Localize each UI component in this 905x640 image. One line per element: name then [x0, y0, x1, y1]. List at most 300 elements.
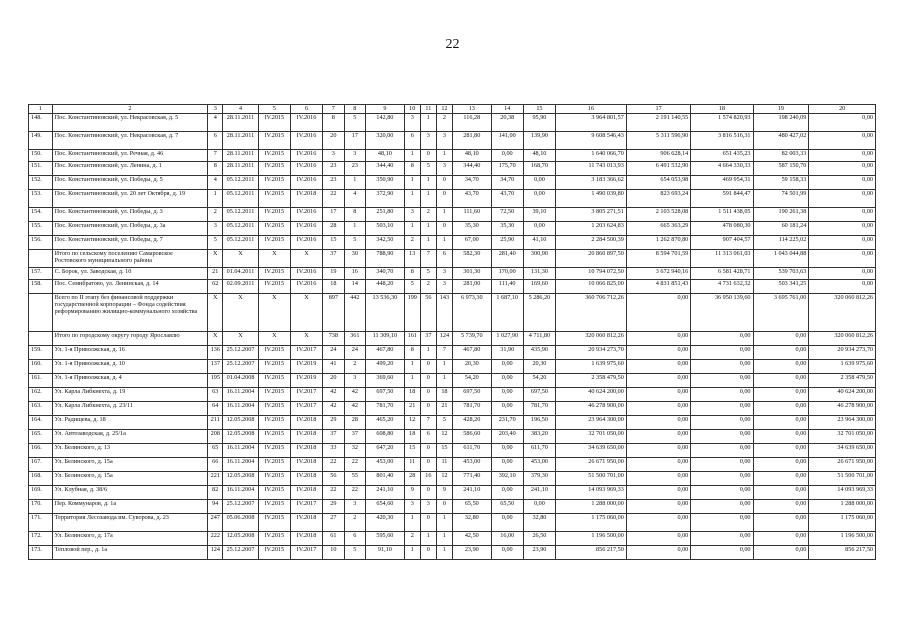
- address-cell: С. Борок, ул. Заводская, д. 10: [52, 268, 208, 280]
- table-cell: 3: [208, 222, 223, 236]
- table-cell: 0,00: [809, 208, 876, 222]
- table-cell: 152.: [29, 176, 53, 190]
- table-cell: 15: [323, 236, 344, 250]
- table-cell: 159.: [29, 346, 53, 360]
- table-cell: 40 624 200,00: [809, 388, 876, 402]
- table-cell: 0,00: [753, 360, 809, 374]
- table-cell: 0: [420, 360, 436, 374]
- table-cell: 42: [344, 402, 365, 416]
- table-cell: 149.: [29, 132, 53, 150]
- table-cell: 0,00: [753, 346, 809, 360]
- table-cell: IV.2015: [258, 514, 290, 532]
- table-cell: 12.05.2008: [223, 472, 258, 486]
- table-cell: 1 511 438,05: [691, 208, 753, 222]
- table-row: [29, 546, 876, 560]
- table-cell: 0,00: [691, 500, 753, 514]
- table-cell: 199: [404, 294, 420, 332]
- table-cell: 111,40: [491, 280, 523, 294]
- table-cell: 5: [344, 236, 365, 250]
- table-cell: 27: [323, 514, 344, 532]
- table-cell: 32,80: [452, 514, 491, 532]
- table-cell: 340,70: [366, 268, 405, 280]
- table-cell: 320 060 812,26: [556, 332, 627, 346]
- table-cell: X: [290, 250, 322, 268]
- table-cell: 12: [436, 430, 452, 444]
- table-cell: 0,00: [626, 360, 690, 374]
- table-cell: 37: [323, 250, 344, 268]
- table-cell: 169.: [29, 486, 53, 500]
- table-cell: 161: [404, 332, 420, 346]
- table-cell: 28: [323, 222, 344, 236]
- table-cell: 15: [436, 444, 452, 458]
- table-cell: 143: [436, 294, 452, 332]
- table-cell: X: [208, 250, 223, 268]
- table-cell: 172.: [29, 532, 53, 546]
- table-cell: 1: [208, 190, 223, 208]
- table-cell: 453,00: [366, 458, 405, 472]
- table-cell: IV.2017: [290, 500, 322, 514]
- table-cell: [29, 294, 53, 332]
- table-cell: IV.2015: [258, 268, 290, 280]
- table-row: [29, 222, 876, 236]
- table-cell: 1 640 066,70: [556, 150, 627, 162]
- table-cell: 1: [404, 222, 420, 236]
- table-cell: 697,50: [366, 388, 405, 402]
- table-row: [29, 114, 876, 132]
- table-cell: 34,70: [452, 176, 491, 190]
- table-cell: 0: [420, 514, 436, 532]
- table-cell: 9 608 546,43: [556, 132, 627, 150]
- table-cell: IV.2016: [290, 132, 322, 150]
- table-cell: 300,90: [523, 250, 555, 268]
- table-row: [29, 268, 876, 280]
- table-cell: 48,10: [452, 150, 491, 162]
- table-cell: 16,00: [491, 532, 523, 546]
- column-number-cell: 4: [223, 105, 258, 114]
- address-cell: Итого по сельскому поселению Самаровское Ростовского муниципального района: [52, 250, 208, 268]
- table-cell: 35,30: [452, 222, 491, 236]
- table-cell: [29, 250, 53, 268]
- table-cell: 56: [323, 472, 344, 486]
- table-cell: 320,00: [366, 132, 405, 150]
- address-cell: Ул. Белинского, д. 15а: [52, 458, 208, 472]
- table-cell: 478 080,30: [691, 222, 753, 236]
- column-number-cell: 17: [626, 105, 690, 114]
- table-cell: 0,00: [523, 222, 555, 236]
- table-cell: 18: [436, 388, 452, 402]
- table-row: [29, 132, 876, 150]
- table-cell: 320 060 812,26: [809, 294, 876, 332]
- table-cell: IV.2017: [290, 402, 322, 416]
- table-row: [29, 250, 876, 268]
- table-cell: 0,00: [491, 486, 523, 500]
- table-cell: 467,80: [366, 346, 405, 360]
- table-cell: 05.12.2011: [223, 222, 258, 236]
- table-cell: 344,40: [366, 162, 405, 176]
- table-cell: [29, 332, 53, 346]
- table-cell: 1: [404, 374, 420, 388]
- table-cell: 42: [344, 388, 365, 402]
- address-cell: Ул. 1-я Приволжская, д. 4: [52, 374, 208, 388]
- table-cell: IV.2015: [258, 190, 290, 208]
- table-cell: 0,00: [753, 546, 809, 560]
- table-cell: 1: [404, 360, 420, 374]
- table-cell: 0,00: [626, 514, 690, 532]
- table-cell: 208: [208, 430, 223, 444]
- table-cell: 11 743 013,93: [556, 162, 627, 176]
- table-cell: 155.: [29, 222, 53, 236]
- table-cell: 0,00: [809, 150, 876, 162]
- table-cell: 1: [420, 222, 436, 236]
- table-cell: 63: [208, 388, 223, 402]
- table-cell: 28.11.2011: [223, 114, 258, 132]
- table-cell: IV.2016: [290, 162, 322, 176]
- table-cell: 5: [404, 280, 420, 294]
- table-cell: 31,90: [491, 346, 523, 360]
- table-cell: 595,60: [366, 532, 405, 546]
- table-cell: 46 278 900,00: [809, 402, 876, 416]
- table-cell: 3 695 761,00: [753, 294, 809, 332]
- table-cell: 320 060 812,26: [809, 332, 876, 346]
- table-cell: 13: [404, 250, 420, 268]
- table-cell: 281,00: [452, 280, 491, 294]
- table-cell: 10: [323, 546, 344, 560]
- table-cell: 82 003,33: [753, 150, 809, 162]
- table-cell: 3: [344, 500, 365, 514]
- table-cell: 0,00: [626, 546, 690, 560]
- table-cell: 856 217,50: [556, 546, 627, 560]
- table-cell: 43,70: [452, 190, 491, 208]
- table-cell: 0,00: [691, 388, 753, 402]
- table-cell: 6 973,30: [452, 294, 491, 332]
- table-cell: 0,00: [753, 444, 809, 458]
- table-cell: 738: [323, 332, 344, 346]
- table-cell: X: [223, 250, 258, 268]
- table-cell: 2 191 140,55: [626, 114, 690, 132]
- table-cell: 383,20: [523, 430, 555, 444]
- table-cell: 34,70: [491, 176, 523, 190]
- table-cell: 1: [436, 546, 452, 560]
- table-cell: 131,30: [523, 268, 555, 280]
- table-cell: 0,00: [753, 402, 809, 416]
- table-cell: 3: [420, 500, 436, 514]
- column-number-cell: 6: [290, 105, 322, 114]
- table-cell: 0,00: [626, 486, 690, 500]
- table-cell: 25.12.2007: [223, 546, 258, 560]
- table-cell: 1: [436, 236, 452, 250]
- table-cell: 56: [420, 294, 436, 332]
- table-cell: 156.: [29, 236, 53, 250]
- table-cell: 151.: [29, 162, 53, 176]
- table-cell: 480 427,02: [753, 132, 809, 150]
- column-number-cell: 16: [556, 105, 627, 114]
- table-cell: 141,00: [491, 132, 523, 150]
- table-cell: 175,70: [491, 162, 523, 176]
- table-cell: 801,40: [366, 472, 405, 486]
- table-cell: 26 671 950,00: [809, 458, 876, 472]
- table-cell: 14 093 969,33: [556, 486, 627, 500]
- table-cell: 906 628,14: [626, 150, 690, 162]
- table-cell: IV.2019: [290, 360, 322, 374]
- table-cell: 43,70: [491, 190, 523, 208]
- table-cell: 55: [344, 472, 365, 486]
- table-cell: 1: [436, 150, 452, 162]
- table-cell: 203,40: [491, 430, 523, 444]
- table-cell: 40 624 200,00: [556, 388, 627, 402]
- table-cell: X: [258, 294, 290, 332]
- table-cell: 12.05.2008: [223, 532, 258, 546]
- table-cell: IV.2018: [290, 514, 322, 532]
- table-cell: 37: [420, 332, 436, 346]
- table-cell: 1 639 975,60: [556, 360, 627, 374]
- table-cell: 0,00: [809, 268, 876, 280]
- table-cell: 781,70: [452, 402, 491, 416]
- table-cell: IV.2018: [290, 486, 322, 500]
- table-cell: 167.: [29, 458, 53, 472]
- table-cell: 15: [404, 444, 420, 458]
- table-cell: 05.12.2011: [223, 190, 258, 208]
- table-cell: 221: [208, 472, 223, 486]
- table-cell: 0,00: [626, 402, 690, 416]
- table-cell: 12.05.2008: [223, 430, 258, 444]
- table-cell: 4: [208, 176, 223, 190]
- table-cell: 13 536,30: [366, 294, 405, 332]
- table-cell: 28.11.2011: [223, 162, 258, 176]
- table-cell: 1: [404, 546, 420, 560]
- table-cell: 02.09.2011: [223, 280, 258, 294]
- table-cell: 60 181,24: [753, 222, 809, 236]
- table-cell: 281,40: [491, 250, 523, 268]
- address-cell: Ул. Карла Либкнехта, д. 19: [52, 388, 208, 402]
- table-cell: 0,00: [626, 472, 690, 486]
- address-cell: Пос. Константиновский, ул. Победы, д. 5: [52, 176, 208, 190]
- address-cell: Всего по II этапу без финансовой поддержки государственной корпорации – Фонда содействия реформированию жилищно-коммунального хозяйства: [52, 294, 208, 332]
- table-cell: IV.2016: [290, 208, 322, 222]
- table-cell: IV.2015: [258, 114, 290, 132]
- table-cell: 65,50: [491, 500, 523, 514]
- table-cell: X: [258, 250, 290, 268]
- table-cell: 23: [323, 176, 344, 190]
- table-cell: 26 671 950,00: [556, 458, 627, 472]
- table-cell: 12: [404, 416, 420, 430]
- table-cell: 1: [420, 236, 436, 250]
- table-cell: 12: [436, 472, 452, 486]
- table-cell: 1: [404, 150, 420, 162]
- table-cell: 0,00: [691, 360, 753, 374]
- table-cell: 2: [420, 280, 436, 294]
- table-cell: IV.2016: [290, 114, 322, 132]
- address-cell: Ул. Радищева, д. 18: [52, 416, 208, 430]
- table-cell: 1: [420, 114, 436, 132]
- table-cell: 3: [436, 268, 452, 280]
- table-cell: 211: [208, 416, 223, 430]
- table-cell: 9: [404, 486, 420, 500]
- table-cell: IV.2015: [258, 444, 290, 458]
- table-cell: 0: [420, 444, 436, 458]
- column-number-cell: 5: [258, 105, 290, 114]
- table-cell: 2 358 479,50: [809, 374, 876, 388]
- table-cell: 0,00: [809, 114, 876, 132]
- table-cell: 1 288 000,00: [809, 500, 876, 514]
- table-cell: 3: [436, 162, 452, 176]
- table-cell: 10 066 825,00: [556, 280, 627, 294]
- table-cell: 1: [344, 176, 365, 190]
- table-cell: 32 701 050,00: [809, 430, 876, 444]
- table-cell: 170.: [29, 500, 53, 514]
- table-cell: 67,00: [452, 236, 491, 250]
- table-cell: 25.12.2007: [223, 360, 258, 374]
- table-cell: 0,00: [753, 458, 809, 472]
- table-cell: 34 639 650,00: [556, 444, 627, 458]
- table-cell: 11: [436, 458, 452, 472]
- table-cell: 20: [323, 132, 344, 150]
- table-cell: 0,00: [523, 176, 555, 190]
- table-cell: 1: [436, 514, 452, 532]
- table-cell: IV.2015: [258, 416, 290, 430]
- table-cell: IV.2018: [290, 444, 322, 458]
- table-cell: 6 581 428,71: [691, 268, 753, 280]
- table-cell: 503,10: [366, 222, 405, 236]
- table-cell: X: [290, 294, 322, 332]
- table-cell: 611,70: [452, 444, 491, 458]
- table-cell: 23 964 300,00: [556, 416, 627, 430]
- table-cell: IV.2015: [258, 132, 290, 150]
- table-cell: 6: [436, 250, 452, 268]
- table-cell: 3: [420, 132, 436, 150]
- table-cell: 222: [208, 532, 223, 546]
- table-cell: 65,50: [452, 500, 491, 514]
- table-cell: 148.: [29, 114, 53, 132]
- table-cell: 4 711,80: [523, 332, 555, 346]
- column-number-cell: 8: [344, 105, 365, 114]
- address-cell: Пос. Константиновский, ул. Некрасовская, д. 7: [52, 132, 208, 150]
- table-cell: 1 490 039,80: [556, 190, 627, 208]
- table-row: [29, 176, 876, 190]
- table-cell: 48,10: [523, 150, 555, 162]
- table-row: [29, 332, 876, 346]
- table-cell: 20 860 897,50: [556, 250, 627, 268]
- column-number-cell: 18: [691, 105, 753, 114]
- table-cell: 32: [344, 444, 365, 458]
- address-cell: Ул. Белинского, д. 17а: [52, 532, 208, 546]
- table-cell: 420,30: [366, 514, 405, 532]
- table-cell: 0,00: [691, 402, 753, 416]
- table-cell: 448,20: [366, 280, 405, 294]
- table-cell: 20,38: [491, 114, 523, 132]
- table-cell: 7: [420, 416, 436, 430]
- table-cell: 1: [436, 532, 452, 546]
- table-cell: X: [208, 332, 223, 346]
- table-cell: 8 594 701,59: [626, 250, 690, 268]
- address-cell: Пос. Константиновский, ул. Победы, д. 7: [52, 236, 208, 250]
- table-cell: 0,00: [809, 132, 876, 150]
- table-cell: 241,10: [523, 486, 555, 500]
- table-cell: 20,30: [452, 360, 491, 374]
- table-cell: 3 964 801,57: [556, 114, 627, 132]
- table-cell: 654,60: [366, 500, 405, 514]
- table-cell: 195: [208, 374, 223, 388]
- table-cell: 823 693,24: [626, 190, 690, 208]
- table-cell: 0,00: [523, 190, 555, 208]
- table-cell: 20: [323, 374, 344, 388]
- table-cell: 23,90: [523, 546, 555, 560]
- table-cell: 503 341,25: [753, 280, 809, 294]
- table-row: [29, 374, 876, 388]
- table-cell: 241,10: [452, 486, 491, 500]
- table-cell: 1 175 060,00: [556, 514, 627, 532]
- address-cell: Территория Лесозавода им. Суворова, д. 23: [52, 514, 208, 532]
- table-cell: 0,00: [691, 416, 753, 430]
- table-row: [29, 444, 876, 458]
- address-cell: Ул. Автозаводская, д. 25/1а: [52, 430, 208, 444]
- table-cell: 0,00: [491, 150, 523, 162]
- table-cell: 42: [323, 402, 344, 416]
- table-cell: X: [223, 294, 258, 332]
- table-cell: 5: [420, 162, 436, 176]
- table-cell: 82: [208, 486, 223, 500]
- table-row: [29, 500, 876, 514]
- table-cell: 539 703,63: [753, 268, 809, 280]
- table-cell: 0,00: [809, 250, 876, 268]
- table-cell: 05.12.2011: [223, 208, 258, 222]
- table-cell: 3: [436, 280, 452, 294]
- table-cell: 0,00: [691, 430, 753, 444]
- table-cell: 0,00: [753, 532, 809, 546]
- table-cell: 0,00: [626, 332, 690, 346]
- table-cell: 231,70: [491, 416, 523, 430]
- table-header-row: [29, 105, 876, 114]
- table-cell: 4 731 632,32: [691, 280, 753, 294]
- table-cell: 697,50: [523, 388, 555, 402]
- table-cell: 2 284 500,39: [556, 236, 627, 250]
- table-cell: 23: [344, 162, 365, 176]
- table-cell: IV.2018: [290, 532, 322, 546]
- table-cell: 0,00: [753, 416, 809, 430]
- table-cell: 165.: [29, 430, 53, 444]
- table-cell: 166.: [29, 444, 53, 458]
- table-row: [29, 150, 876, 162]
- table-cell: 42,50: [452, 532, 491, 546]
- table-cell: 344,40: [452, 162, 491, 176]
- table-cell: IV.2015: [258, 486, 290, 500]
- address-cell: Ул. Клубная, д. 38/6: [52, 486, 208, 500]
- table-cell: 25,90: [491, 236, 523, 250]
- table-cell: 11 309,10: [366, 332, 405, 346]
- address-cell: Пер. Коммунаров, д. 1а: [52, 500, 208, 514]
- table-cell: 150.: [29, 150, 53, 162]
- table-cell: 36 950 139,60: [691, 294, 753, 332]
- table-cell: 6: [404, 132, 420, 150]
- table-cell: 2: [208, 208, 223, 222]
- table-cell: X: [208, 294, 223, 332]
- table-row: [29, 458, 876, 472]
- table-cell: IV.2016: [290, 236, 322, 250]
- table-cell: 0,00: [691, 546, 753, 560]
- table-cell: 154.: [29, 208, 53, 222]
- table-cell: 0,00: [691, 514, 753, 532]
- table-cell: 5: [208, 236, 223, 250]
- table-cell: 0,00: [491, 374, 523, 388]
- table-cell: X: [290, 332, 322, 346]
- table-cell: 28.11.2011: [223, 150, 258, 162]
- table-cell: 16: [344, 268, 365, 280]
- table-cell: 0,00: [626, 346, 690, 360]
- table-cell: 361: [344, 332, 365, 346]
- table-cell: 0,00: [491, 458, 523, 472]
- table-cell: 1 203 624,83: [556, 222, 627, 236]
- table-cell: 5: [344, 114, 365, 132]
- table-cell: 22: [344, 486, 365, 500]
